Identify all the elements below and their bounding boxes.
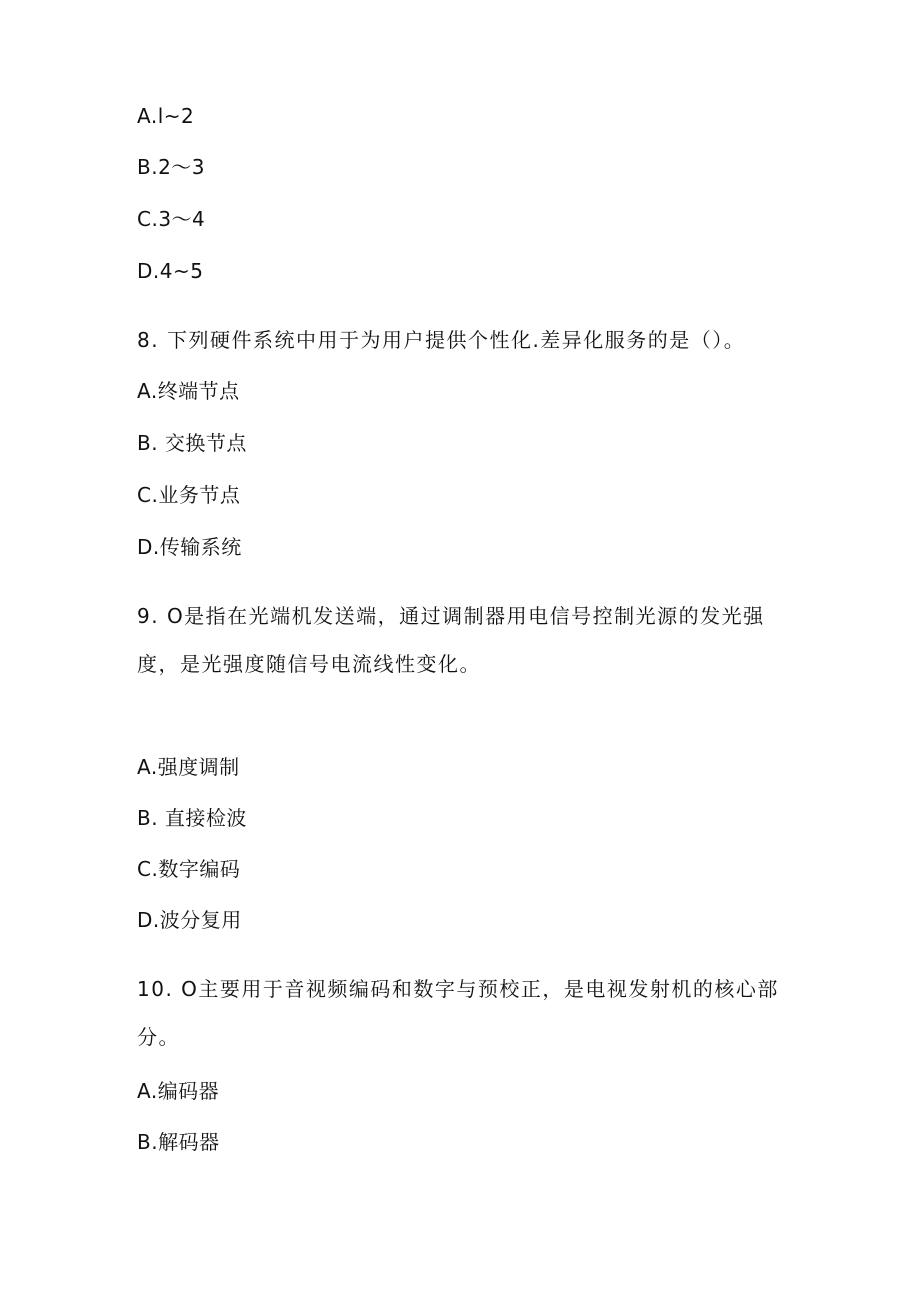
q8-stem: 8. 下列硬件系统中用于为用户提供个性化.差异化服务的是（）。 bbox=[137, 328, 746, 352]
q7-option-c: C.3～4 bbox=[137, 207, 206, 231]
q9-option-c: C.数字编码 bbox=[137, 857, 241, 881]
q8-option-c: C.业务节点 bbox=[137, 483, 241, 507]
q10-option-a: A.编码器 bbox=[137, 1079, 220, 1103]
q10-stem-line2: 分。 bbox=[137, 1025, 180, 1049]
q7-option-b: B.2～3 bbox=[137, 155, 206, 179]
q10-stem-line1: 10. O主要用于音视频编码和数字与预校正，是电视发射机的核心部 bbox=[137, 977, 779, 1001]
q9-stem-line1: 9. O是指在光端机发送端，通过调制器用电信号控制光源的发光强 bbox=[137, 604, 765, 628]
q9-option-b: B. 直接检波 bbox=[137, 806, 247, 830]
q8-option-b: B. 交换节点 bbox=[137, 431, 247, 455]
q9-stem-line2: 度，是光强度随信号电流线性变化。 bbox=[137, 652, 481, 676]
q7-option-a: A.l~2 bbox=[137, 104, 195, 128]
q10-option-b: B.解码器 bbox=[137, 1130, 220, 1154]
q9-option-d: D.波分复用 bbox=[137, 908, 242, 932]
q8-option-d: D.传输系统 bbox=[137, 535, 242, 559]
q8-option-a: A.终端节点 bbox=[137, 379, 240, 403]
q9-option-a: A.强度调制 bbox=[137, 755, 240, 779]
q7-option-d: D.4~5 bbox=[137, 259, 204, 283]
